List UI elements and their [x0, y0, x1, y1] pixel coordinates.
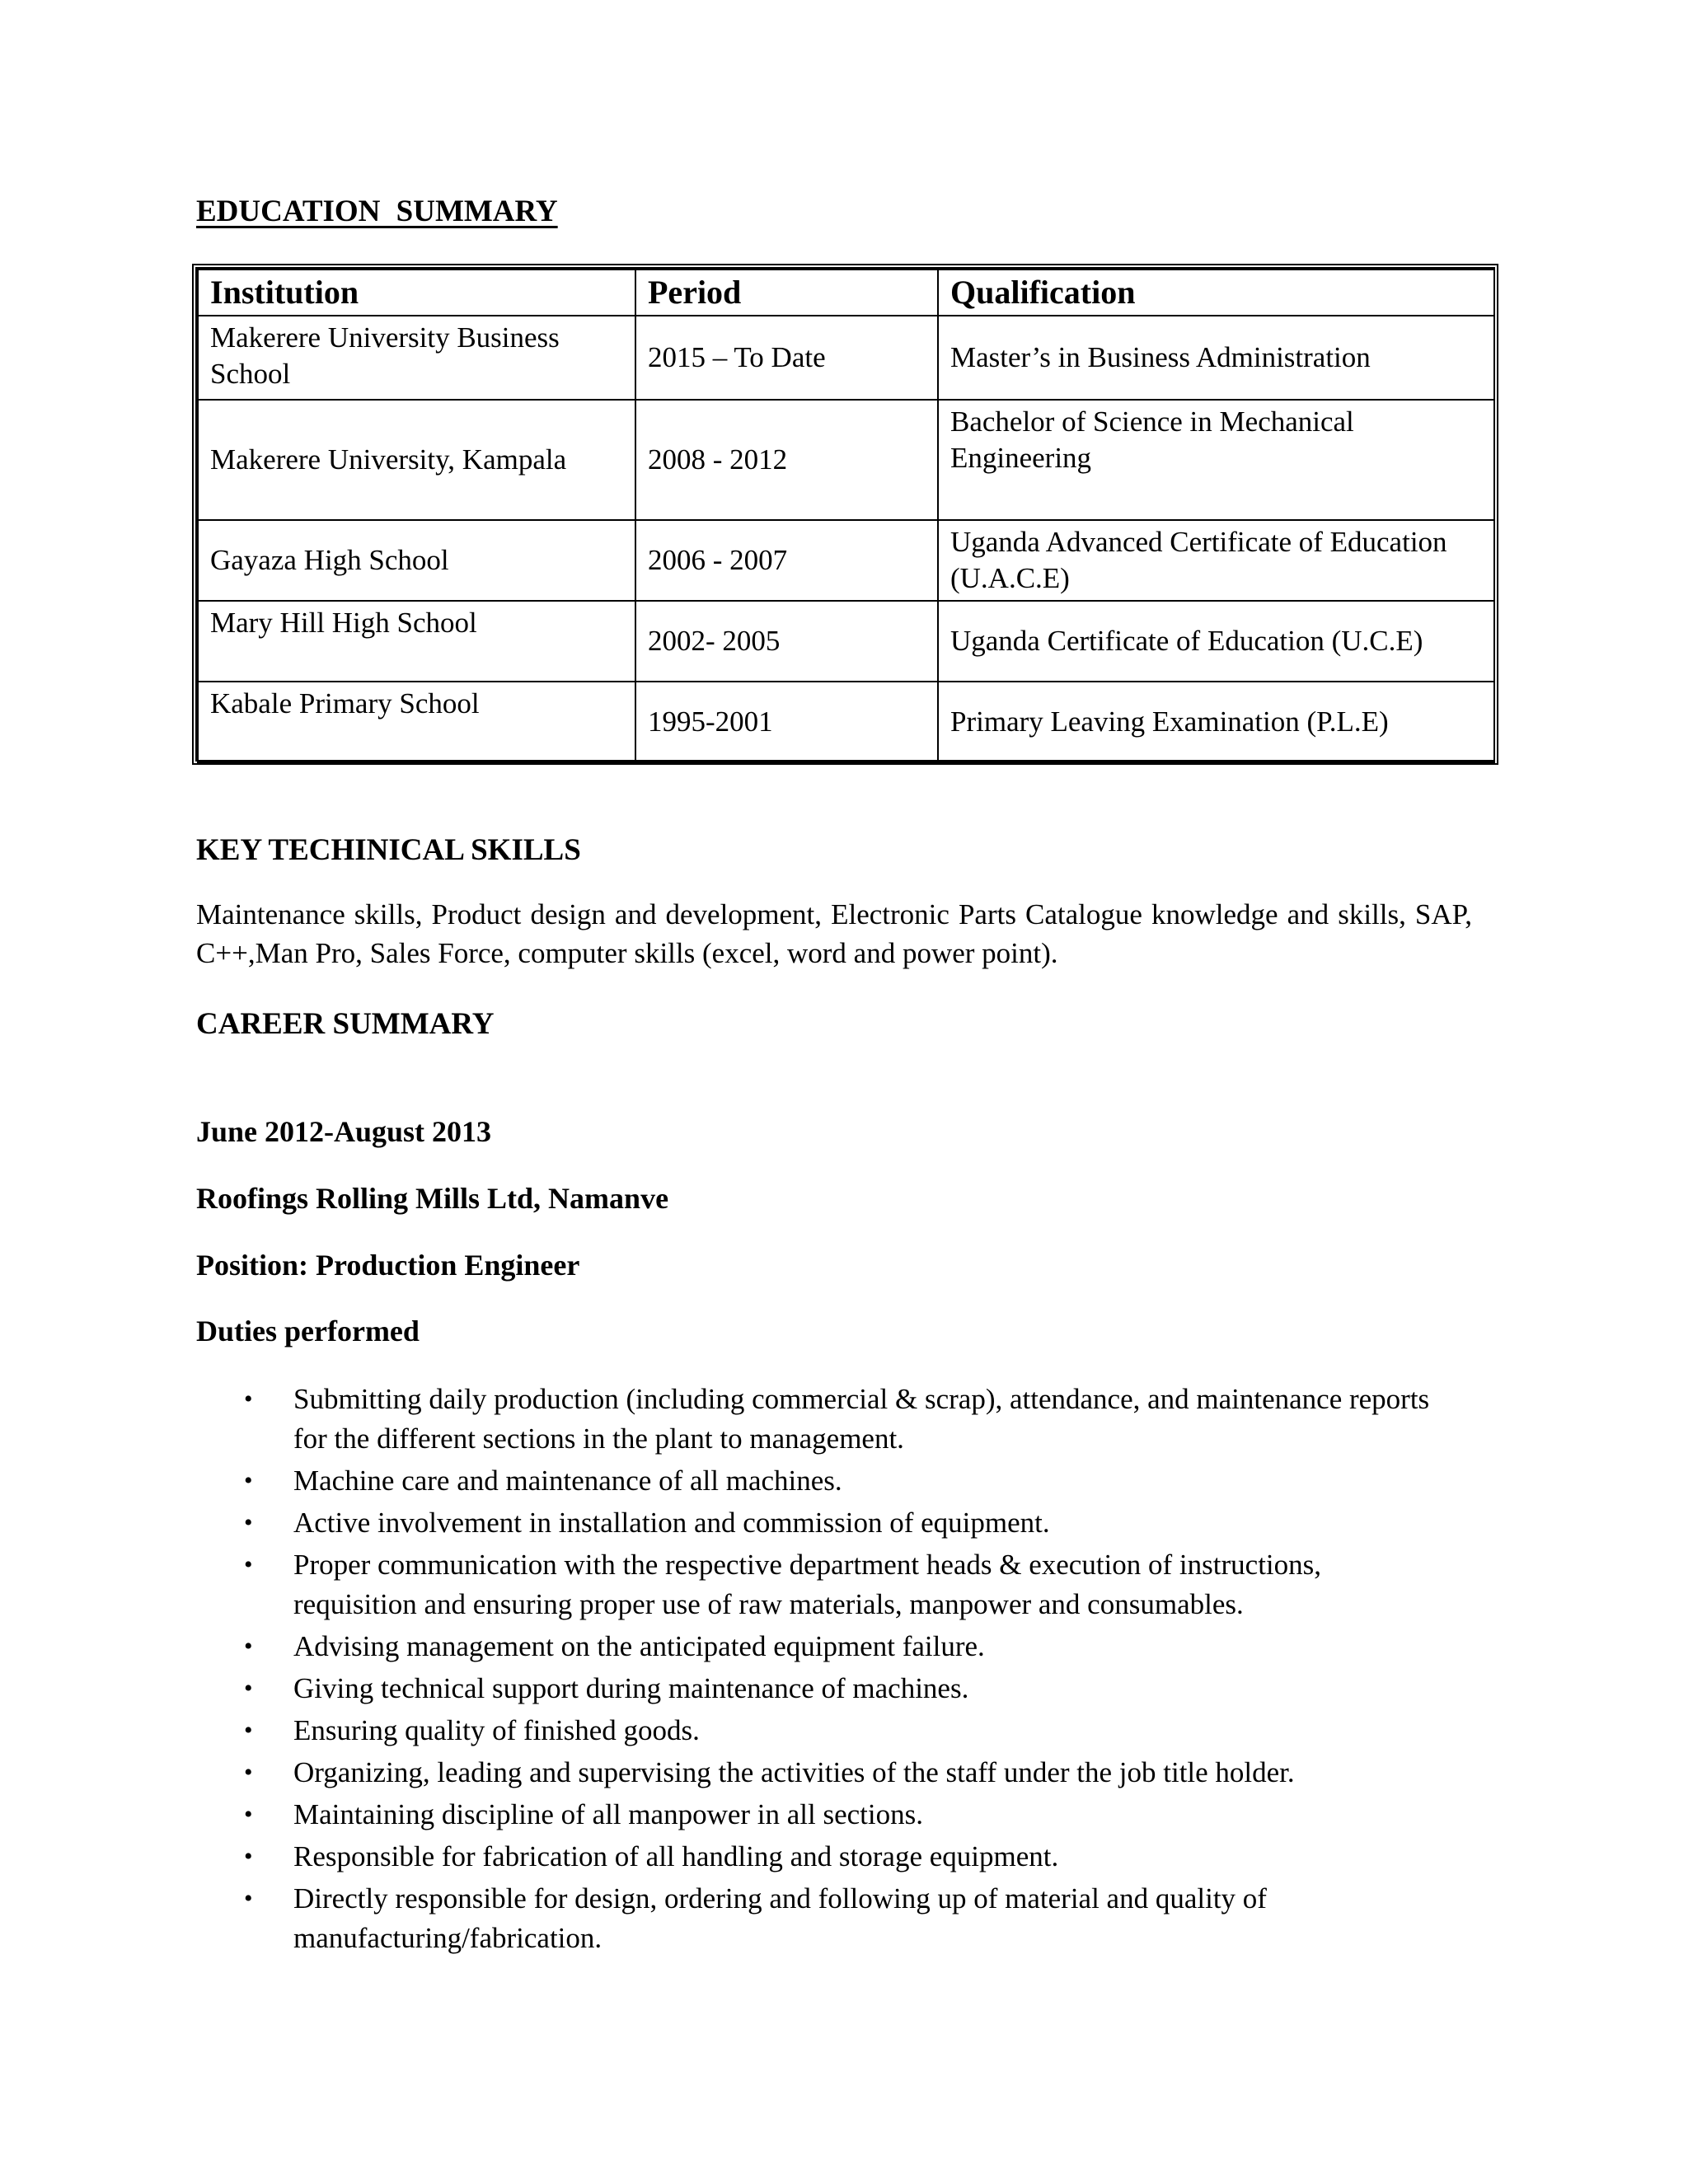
bullet-icon: • — [244, 1385, 253, 1413]
table-row — [198, 601, 1494, 682]
list-item — [244, 1879, 1447, 1958]
qualification-cell: Master’s in Business Administration — [938, 316, 1494, 400]
skills-paragraph: Maintenance skills, Product design and development, Electronic Parts Catalogue knowledge and skills, SAP, C++,Man Pro, Sales Force, computer skills (excel, word and power point). — [196, 898, 1472, 969]
list-item — [244, 1503, 1447, 1543]
bullet-icon: • — [244, 1633, 253, 1660]
bullet-icon: • — [244, 1843, 253, 1870]
duty-text: Active involvement in installation and commission of equipment. — [293, 1507, 1050, 1539]
bullet-icon: • — [244, 1717, 253, 1744]
duty-text: Advising management on the anticipated equipment failure. — [293, 1630, 985, 1662]
duty-text: Directly responsible for design, ordering and following up of material and quality of manufacturing/fabrication. — [293, 1882, 1267, 1954]
institution-cell: Makerere University Business School — [198, 316, 635, 400]
list-item — [244, 1711, 1447, 1750]
period-cell: 2015 – To Date — [635, 316, 938, 400]
table-row — [198, 400, 1494, 520]
duty-text: Machine care and maintenance of all machines. — [293, 1465, 842, 1497]
bullet-icon: • — [244, 1801, 253, 1828]
table-row — [198, 316, 1494, 400]
skills-heading: KEY TECHINICAL SKILLS — [196, 833, 581, 867]
list-item — [244, 1837, 1447, 1877]
institution-cell: Kabale Primary School — [198, 682, 635, 762]
qualification-cell: Uganda Certificate of Education (U.C.E) — [938, 601, 1494, 682]
duty-text: Responsible for fabrication of all handling and storage equipment. — [293, 1840, 1059, 1872]
duty-text: Giving technical support during maintenance of machines. — [293, 1672, 969, 1704]
bullet-icon: • — [244, 1759, 253, 1786]
career-period: June 2012-August 2013 — [196, 1115, 492, 1148]
duty-text: Submitting daily production (including commercial & scrap), attendance, and maintenance reports for the different sections in the plant to management. — [293, 1383, 1430, 1455]
duty-text: Maintaining discipline of all manpower in all sections. — [293, 1798, 924, 1830]
education-table — [192, 264, 1498, 765]
institution-cell: Makerere University, Kampala — [198, 400, 635, 520]
list-item — [244, 1627, 1447, 1666]
bullet-icon: • — [244, 1467, 253, 1494]
column-header-period: Period — [635, 269, 938, 316]
career-company: Roofings Rolling Mills Ltd, Namanve — [196, 1182, 669, 1215]
list-item — [244, 1461, 1447, 1501]
table-header-row — [198, 269, 1494, 316]
bullet-icon: • — [244, 1551, 253, 1578]
period-cell: 2006 - 2007 — [635, 520, 938, 601]
qualification-cell: Bachelor of Science in Mechanical Engineering — [938, 400, 1494, 520]
duty-text: Proper communication with the respective department heads & execution of instructions, requisition and ensuring proper use of raw materials, manpower and consumables. — [293, 1549, 1322, 1620]
institution-cell: Mary Hill High School — [198, 601, 635, 682]
list-item — [244, 1380, 1447, 1459]
table-row — [198, 682, 1494, 762]
column-header-qualification: Qualification — [938, 269, 1494, 316]
bullet-icon: • — [244, 1885, 253, 1912]
qualification-cell: Primary Leaving Examination (P.L.E) — [938, 682, 1494, 762]
column-header-institution: Institution — [198, 269, 635, 316]
list-item — [244, 1669, 1447, 1708]
table-row — [198, 520, 1494, 601]
period-cell: 1995-2001 — [635, 682, 938, 762]
career-position: Position: Production Engineer — [196, 1249, 580, 1282]
qualification-cell: Uganda Advanced Certificate of Education (U.A.C.E) — [938, 520, 1494, 601]
duties-list — [244, 1380, 1447, 1961]
list-item — [244, 1545, 1447, 1624]
institution-cell: Gayaza High School — [198, 520, 635, 601]
bullet-icon: • — [244, 1675, 253, 1702]
period-cell: 2008 - 2012 — [635, 400, 938, 520]
education-summary-heading: EDUCATION SUMMARY — [196, 194, 558, 228]
duty-text: Organizing, leading and supervising the activities of the staff under the job title holder. — [293, 1756, 1295, 1788]
duties-heading: Duties performed — [196, 1315, 420, 1347]
career-summary-heading: CAREER SUMMARY — [196, 1007, 495, 1041]
duty-text: Ensuring quality of finished goods. — [293, 1714, 700, 1746]
period-cell: 2002- 2005 — [635, 601, 938, 682]
list-item — [244, 1795, 1447, 1835]
bullet-icon: • — [244, 1509, 253, 1536]
list-item — [244, 1753, 1447, 1793]
